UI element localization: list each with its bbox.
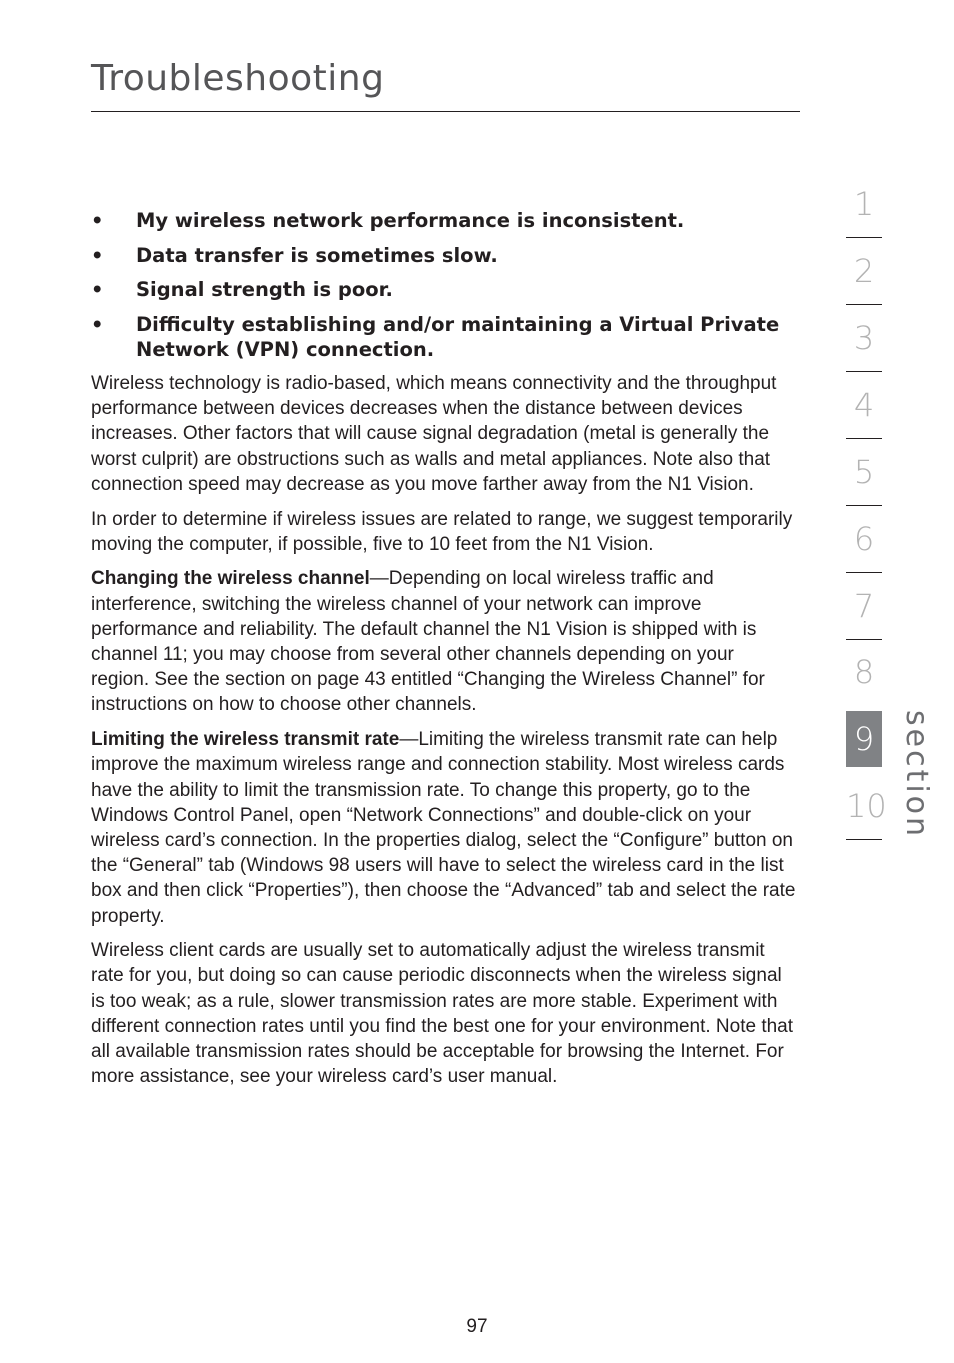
main-content <box>91 208 796 1099</box>
bullet-glyph: • <box>91 243 104 267</box>
paragraph-lead: Changing the wireless channel <box>91 568 370 590</box>
paragraph-transmit-rate: Limiting the wireless transmit rate—Limiting the wireless transmit rate can help improve the maximum wireless range and connection stability. Most wireless cards have the ability to limit the transmission rate. To change this property, go to the Windows Control Panel, open “Network Connections” and double-click on your wireless card’s connection. In the properties dialog, select the “Configure” button on the “General” tab (Windows 98 users will have to select the wireless card in the list box and then click “Properties”), then choose the “Advanced” tab and select the rate property. <box>91 729 796 927</box>
section-tab-10[interactable]: 10 <box>846 787 887 825</box>
list-item: • Signal strength is poor. <box>91 278 393 301</box>
section-tab-9-active[interactable]: 9 <box>846 711 882 767</box>
section-divider <box>846 572 882 573</box>
section-tab-8[interactable]: 8 <box>853 653 875 691</box>
section-tab-1[interactable]: 1 <box>853 185 875 223</box>
page-number: 97 <box>466 1316 488 1337</box>
section-divider <box>846 304 882 305</box>
list-item: • My wireless network performance is inconsistent. <box>91 209 685 232</box>
bullet-glyph: • <box>91 278 104 301</box>
section-tab-2[interactable]: 2 <box>853 252 875 290</box>
section-tab-6[interactable]: 6 <box>853 520 875 558</box>
section-divider <box>846 639 882 640</box>
section-tab-7[interactable]: 7 <box>853 587 875 625</box>
symptom-list <box>91 208 796 362</box>
section-divider <box>846 237 882 238</box>
page-title: Troubleshooting <box>91 58 385 99</box>
section-divider <box>846 839 882 840</box>
bullet-glyph: • <box>91 209 104 232</box>
section-tab-3[interactable]: 3 <box>853 319 875 357</box>
paragraph-range-test: In order to determine if wireless issues are related to range, we suggest temporarily moving the computer, if possible, five to 10 feet from the N1 Vision. <box>91 508 793 555</box>
list-item: • Data transfer is sometimes slow. <box>91 243 498 267</box>
paragraph-lead: Limiting the wireless transmit rate <box>91 729 400 751</box>
title-divider <box>91 111 800 112</box>
paragraph-radio-based: Wireless technology is radio-based, which means connectivity and the throughput performance between devices decreases when the distance between devices increases. Other factors that will cause signal degradation (metal is generally the worst culprit) are obstructions such as walls and metal appliances. Note also that connection speed may decrease as you move farther away from the N1 Vision. <box>91 373 777 495</box>
paragraph-changing-channel: Changing the wireless channel—Depending on local wireless traffic and interference, switching the wireless channel of your network can improve performance and reliability. The default channel the N1 Vision is shipped with is channel 11; you may choose from several other channels depending on your region. See the section on page 43 entitled “Changing the Wireless Channel” for instructions on how to choose other channels. <box>91 568 765 716</box>
section-divider <box>846 505 882 506</box>
section-tab-5[interactable]: 5 <box>853 453 875 491</box>
section-label: section <box>899 710 934 840</box>
list-item: • Difficulty establishing and/or maintaining a Virtual Private Network (VPN) connection. <box>91 312 780 361</box>
section-tab-4[interactable]: 4 <box>853 386 875 424</box>
paragraph-client-cards: Wireless client cards are usually set to automatically adjust the wireless transmit rate for you, but doing so can cause periodic disconnects when the wireless signal is too weak; as a rule, slower transmission rates are more stable. Experiment with different connection rates until you find the best one for your environment. Note that all available transmission rates should be acceptable for browsing the Internet. For more assistance, see your wireless card’s user manual. <box>91 940 794 1088</box>
section-divider <box>846 371 882 372</box>
section-divider <box>846 438 882 439</box>
bullet-glyph: • <box>91 312 104 336</box>
